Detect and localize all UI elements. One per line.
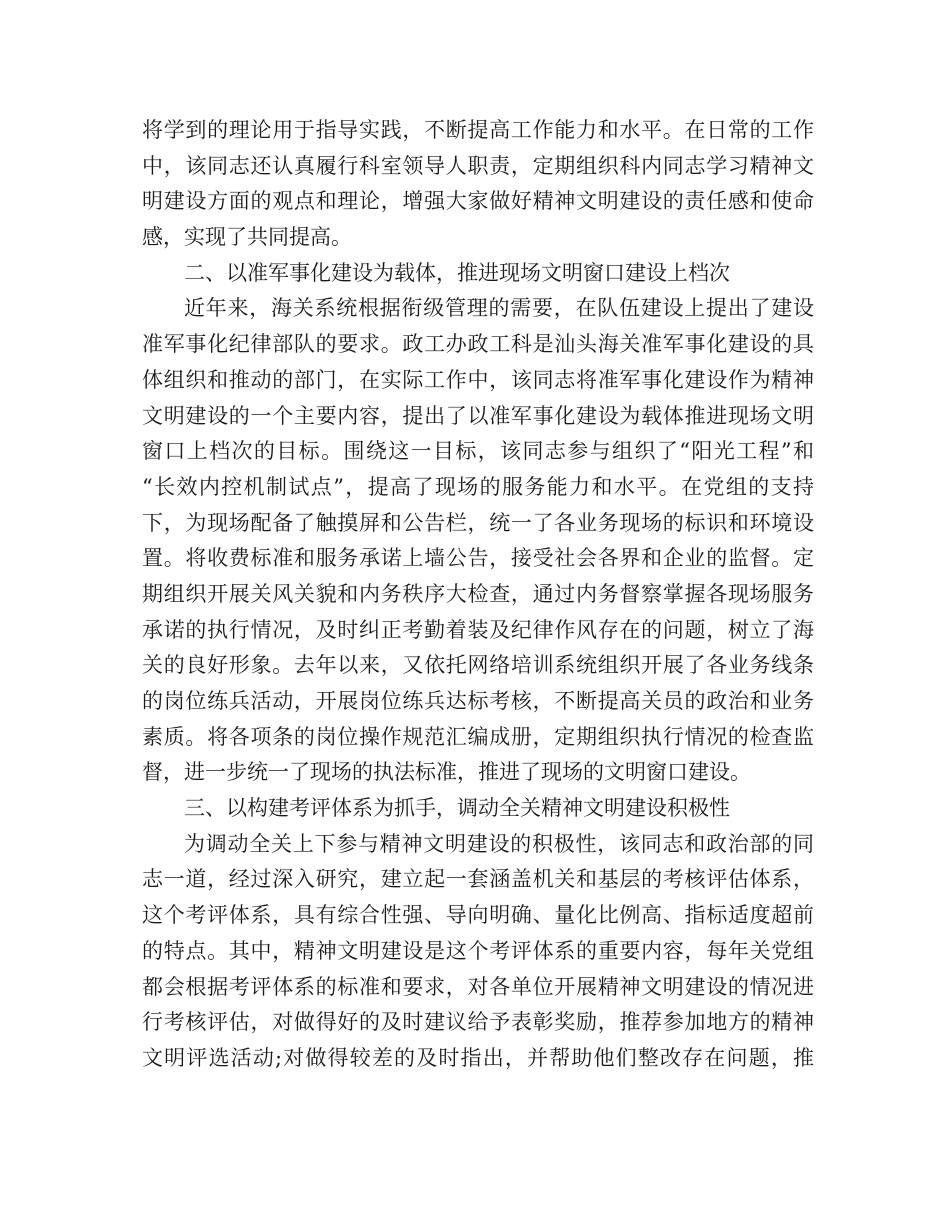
text-line: 承诺的执行情况，及时纠正考勤着装及纪律作风存在的问题，树立了海 xyxy=(142,617,814,642)
text-line: 近年来，海关系统根据衔级管理的需要，在队伍建设上提出了建设 xyxy=(184,296,814,321)
text-line: 下，为现场配备了触摸屏和公告栏，统一了各业务现场的标识和环境设 xyxy=(142,510,814,535)
document-body xyxy=(142,113,814,1077)
text-line: 期组织开展关风关貌和内务秩序大检查，通过内务督察掌握各现场服务 xyxy=(142,581,814,606)
text-line: 置。将收费标准和服务承诺上墙公告，接受社会各界和企业的监督。定 xyxy=(142,546,814,571)
section-heading: 二、以准军事化建设为载体，推进现场文明窗口建设上档次 xyxy=(184,260,730,285)
text-line: 明建设方面的观点和理论，增强大家做好精神文明建设的责任感和使命 xyxy=(142,189,814,214)
text-line: 文明评选活动;对做得较差的及时指出，并帮助他们整改存在问题，推 xyxy=(142,1045,814,1070)
text-line: 体组织和推动的部门，在实际工作中，该同志将准军事化建设作为精神 xyxy=(142,367,814,392)
text-line: 窗口上档次的目标。围绕这一目标，该同志参与组织了“阳光工程”和 xyxy=(142,439,814,464)
text-line: 素质。将各项条的岗位操作规范汇编成册，定期组织执行情况的检查监 xyxy=(142,724,814,749)
text-line: “长效内控机制试点”，提高了现场的服务能力和水平。在党组的支持 xyxy=(142,474,814,499)
text-line: 感，实现了共同提高。 xyxy=(142,225,352,250)
text-line: 这个考评体系，具有综合性强、导向明确、量化比例高、指标适度超前 xyxy=(142,903,814,928)
text-line: 都会根据考评体系的标准和要求，对各单位开展精神文明建设的情况进 xyxy=(142,974,814,999)
text-line: 文明建设的一个主要内容，提出了以准军事化建设为载体推进现场文明 xyxy=(142,403,814,428)
text-line: 行考核评估，对做得好的及时建议给予表彰奖励，推荐参加地方的精神 xyxy=(142,1010,814,1035)
text-line: 中，该同志还认真履行科室领导人职责，定期组织科内同志学习精神文 xyxy=(142,153,814,178)
text-line: 志一道，经过深入研究，建立起一套涵盖机关和基层的考核评估体系， xyxy=(142,867,814,892)
text-line: 督，进一步统一了现场的执法标准，推进了现场的文明窗口建设。 xyxy=(142,760,751,785)
text-line: 关的良好形象。去年以来，又依托网络培训系统组织开展了各业务线条 xyxy=(142,653,814,678)
text-line: 为调动全关上下参与精神文明建设的积极性，该同志和政治部的同 xyxy=(184,831,814,856)
section-heading: 三、以构建考评体系为抓手，调动全关精神文明建设积极性 xyxy=(184,796,730,821)
text-line: 将学到的理论用于指导实践，不断提高工作能力和水平。在日常的工作 xyxy=(142,118,814,142)
text-line: 准军事化纪律部队的要求。政工办政工科是汕头海关准军事化建设的具 xyxy=(142,332,814,357)
text-line: 的岗位练兵活动，开展岗位练兵达标考核，不断提高关员的政治和业务 xyxy=(142,689,814,713)
text-line: 的特点。其中，精神文明建设是这个考评体系的重要内容，每年关党组 xyxy=(142,938,814,963)
